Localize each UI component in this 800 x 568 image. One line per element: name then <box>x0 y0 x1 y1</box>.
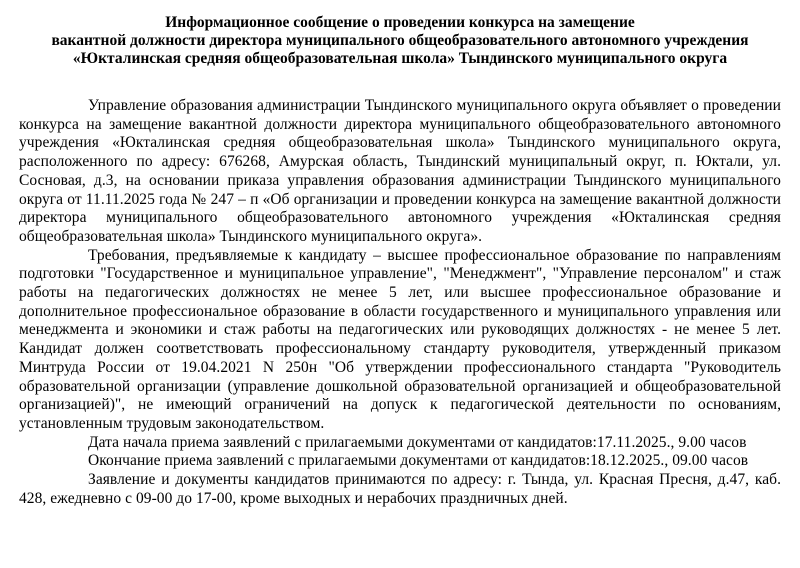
address-paragraph: Заявление и документы кандидатов принимаются по адресу: г. Тында, ул. Красная Пресня, д.47, каб. 428, ежедневно с 09-00 до 17-00, кроме выходных и нерабочих праздничных дней. <box>19 471 781 507</box>
intro-paragraph: Управление образования администрации Тындинского муниципального округа объявляет о проведении конкурса на замещение вакантной должности директора муниципального общеобразовательного автономного учреждения «Юкталинская средняя общеобразовательная школа» Тындинского муниципального округа, расположенного по адресу: 676268, Амурская область, Тындинский муниципальный округ, п. Юктали, ул. Сосновая, д.3, на основании приказа управления образования администрации Тындинского муниципального округа от 11.11.2025 года № 247 – п «Об организации и проведении конкурса на замещение вакантной должности директора муниципального общеобразовательного автономного учреждения «Юкталинская средняя общеобразовательная школа» Тындинского муниципального округа». <box>19 97 781 245</box>
title-line-2: вакантной должности директора муниципального общеобразовательного автономного учреждения <box>51 32 749 49</box>
requirements-paragraph: Требования, предъявляемые к кандидату – высшее профессиональное образование по направлениям подготовки "Государственное и муниципальное управление", "Менеджмент", "Управление персоналом" и стаж работы на педагогических должностях не менее 5 лет, или высшее профессиональное образование и дополнительное профессиональное образование в области государственного и муниципального управления или менеджмента и экономики и стаж работы на педагогических или руководящих должностях - не менее 5 лет. Кандидат должен соответствовать профессиональному стандарту руководителя, утвержденный приказом Минтруда России от 19.04.2021 N 250н "Об утверждении профессионального стандарта "Руководитель образовательной организации (управление дошкольной образовательной организацией и общеобразовательной организацией)", не имеющий ограничений на допуск к педагогической деятельности по основаниям, установленным трудовым законодательством. <box>19 246 781 432</box>
start-date-paragraph: Дата начала приема заявлений с прилагаемыми документами от кандидатов:17.11.2025., 9.00 часов <box>88 433 747 451</box>
end-date-paragraph: Окончание приема заявлений с прилагаемыми документами от кандидатов:18.12.2025., 09.00 часов <box>88 452 749 470</box>
document-page <box>19 14 781 508</box>
document-title <box>19 14 781 68</box>
title-line-1: Информационное сообщение о проведении конкурса на замещение <box>165 14 635 31</box>
title-line-3: «Юкталинская средняя общеобразовательная школа» Тындинского муниципального округа <box>72 50 728 67</box>
